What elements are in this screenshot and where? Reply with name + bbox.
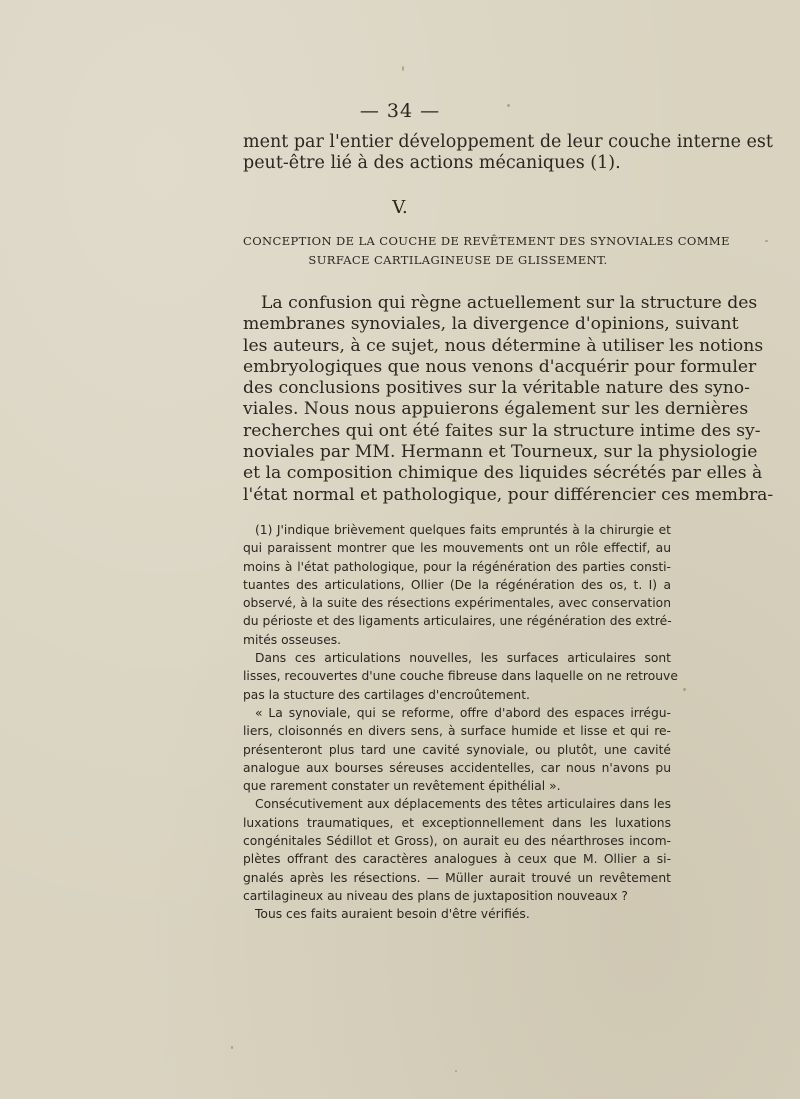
paper-speck (765, 240, 768, 242)
continued-line: ment par l'entier développement de leur couche interne est (243, 132, 773, 152)
section-title-line: CONCEPTION DE LA COUCHE DE REVÊTEMENT DES SYNOVIALES COMME (243, 234, 730, 248)
footnote-line: qui paraissent montrer que les mouvements ont un rôle effectif, au (243, 541, 671, 556)
footnote-line: tuantes des articulations, Ollier (De la régénération des os, t. I) a (243, 577, 671, 592)
footnote-line: luxations traumatiques, et exceptionnellement dans les luxations (243, 815, 671, 830)
footnote-line: Dans ces articulations nouvelles, les surfaces articulaires sont (255, 651, 671, 666)
footnote-line: Tous ces faits auraient besoin d'être vérifiés. (255, 907, 530, 922)
paper-speck (455, 1070, 457, 1072)
body-line: recherches qui ont été faites sur la structure intime des sy- (243, 420, 761, 441)
footnote-line: Consécutivement aux déplacements des têtes articulaires dans les (255, 797, 671, 812)
section-title (243, 232, 730, 270)
body-line: membranes synoviales, la divergence d'opinions, suivant (243, 314, 739, 335)
body-line: La confusion qui règne actuellement sur la structure des (261, 293, 758, 313)
continued-paragraph (243, 132, 773, 174)
footnote-line: mités osseuses. (243, 632, 342, 647)
footnote-block (243, 521, 678, 924)
paper-speck (402, 66, 404, 71)
footnote-line: plètes offrant des caractères analogues à ceux que M. Ollier a si- (243, 852, 671, 867)
footnote-line: « La synoviale, qui se reforme, offre d'abord des espaces irrégu- (255, 705, 671, 720)
footnote-line: du périoste et des ligaments articulaires, une régénération des extré- (243, 614, 672, 629)
paper-speck (231, 1046, 233, 1049)
body-paragraph (243, 293, 774, 506)
footnote-line: moins à l'état pathologique, pour la régénération des parties consti- (243, 559, 671, 574)
section-title-line: SURFACE CARTILAGINEUSE DE GLISSEMENT. (308, 253, 608, 267)
footnote-line: pas la stucture des cartilages d'encroûtement. (243, 687, 530, 702)
footnote-line: gnalés après les résections. — Müller aurait trouvé un revêtement (243, 870, 671, 885)
footnote-line: présenteront plus tard une cavité synoviale, ou plutôt, une cavité (243, 742, 671, 757)
paper-speck (683, 688, 686, 691)
section-numeral: V. (392, 197, 408, 218)
footnote-line: observé, à la suite des résections expérimentales, avec conservation (243, 596, 671, 611)
footnote-line: liers, cloisonnés en divers sens, à surface humide et lisse et qui re- (243, 724, 671, 739)
continued-line: peut-être lié à des actions mécaniques (1). (243, 153, 621, 173)
footnote-line: congénitales Sédillot et Gross), on aurait eu des néarthroses incom- (243, 834, 671, 849)
body-line: l'état normal et pathologique, pour différencier ces membra- (243, 484, 774, 505)
footnote-line: analogue aux bourses séreuses accidentelles, car nous n'avons pu (243, 760, 671, 775)
footnote-line: cartilagineux au niveau des plans de juxtaposition nouveaux ? (243, 888, 628, 903)
footnote-line: (1) J'indique brièvement quelques faits empruntés à la chirurgie et (255, 523, 671, 537)
body-line: embryologiques que nous venons d'acquérir pour formuler (243, 356, 757, 377)
body-line: et la composition chimique des liquides sécrétés par elles à (243, 463, 763, 484)
body-line: les auteurs, à ce sujet, nous détermine à utiliser les notions (243, 335, 764, 356)
body-line: des conclusions positives sur la véritable nature des syno- (243, 378, 750, 399)
paper-speck (507, 104, 510, 107)
page-number: — 34 — (359, 100, 441, 122)
footnote-line: que rarement constater un revêtement épithélial ». (243, 779, 561, 794)
body-line: viales. Nous nous appuierons également sur les dernières (243, 399, 749, 420)
body-line: noviales par MM. Hermann et Tourneux, sur la physiologie (243, 442, 758, 463)
footnote-line: lisses, recouvertes d'une couche fibreuse dans laquelle on ne retrouve (243, 669, 678, 684)
